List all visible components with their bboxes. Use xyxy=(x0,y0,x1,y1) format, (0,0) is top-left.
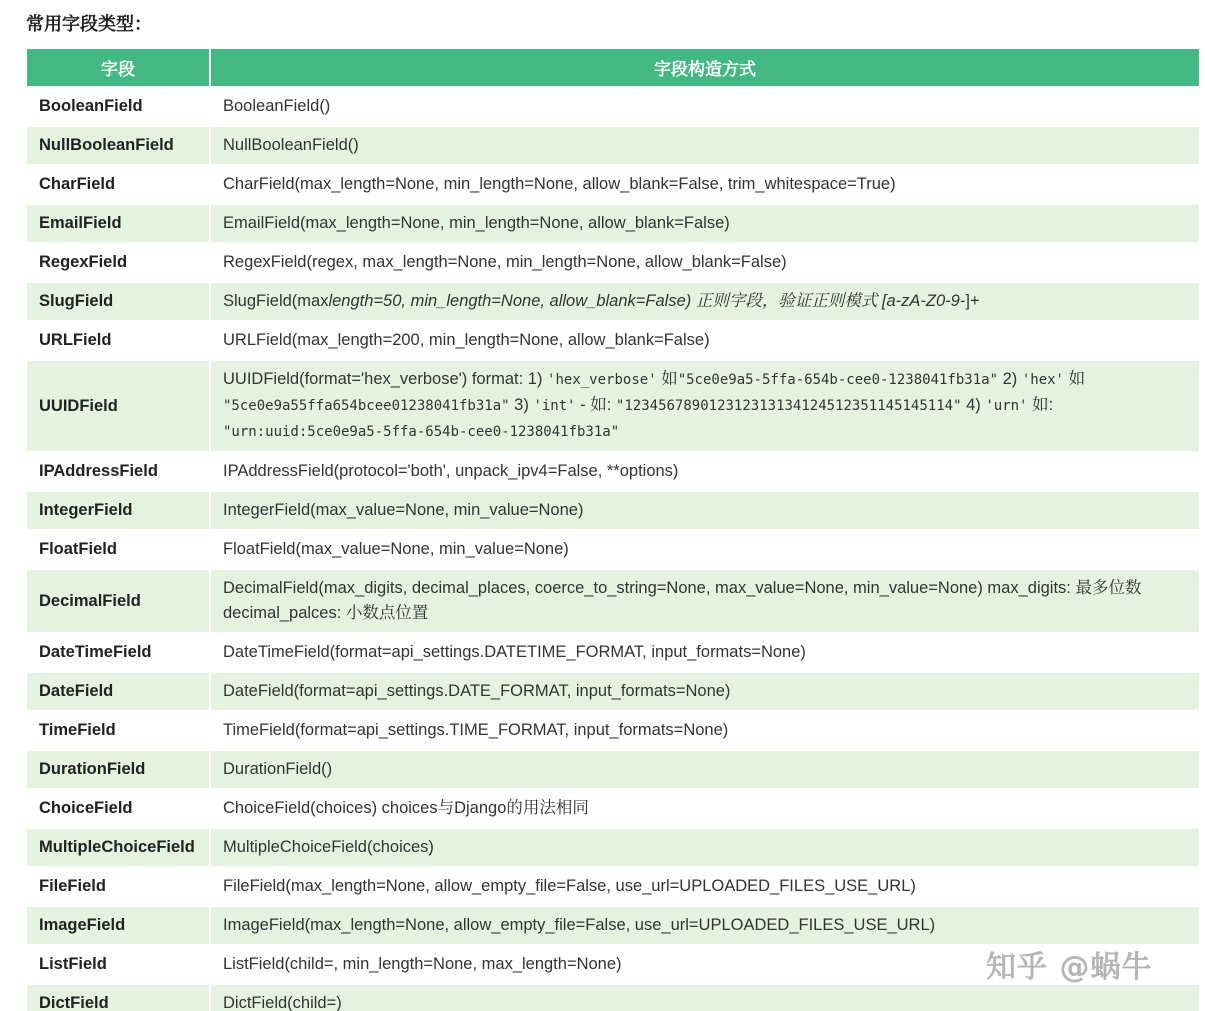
field-constructor: NullBooleanField() xyxy=(211,125,1199,164)
table-row xyxy=(27,983,1199,1011)
uuid-code: 'hex_verbose' xyxy=(547,372,657,388)
table-row xyxy=(27,451,1199,490)
field-name: DecimalField xyxy=(27,568,211,632)
field-name: URLField xyxy=(27,320,211,359)
table-row xyxy=(27,905,1199,944)
table-row xyxy=(27,86,1199,125)
field-name: DateTimeField xyxy=(27,632,211,671)
field-constructor: ChoiceField(choices) choices与Django的用法相同 xyxy=(211,788,1199,827)
field-name: ListField xyxy=(27,944,211,983)
field-name: TimeField xyxy=(27,710,211,749)
table-row xyxy=(27,529,1199,568)
field-constructor: EmailField(max_length=None, min_length=None, allow_blank=False) xyxy=(211,203,1199,242)
field-constructor: BooleanField() xyxy=(211,86,1199,125)
uuid-text: 3) xyxy=(509,396,534,414)
uuid-code: "urn:uuid:5ce0e9a5-5ffa-654b-cee0-1238041fb31a" xyxy=(223,424,620,440)
uuid-text: 2) xyxy=(998,370,1022,388)
table-row xyxy=(27,866,1199,905)
table-row xyxy=(27,281,1199,320)
uuid-text: 如 xyxy=(1064,370,1086,388)
field-types-table xyxy=(27,49,1199,1011)
field-name: IntegerField xyxy=(27,490,211,529)
field-name: IPAddressField xyxy=(27,451,211,490)
table-row xyxy=(27,568,1199,632)
field-name: NullBooleanField xyxy=(27,125,211,164)
field-constructor: DictField(child=) xyxy=(211,983,1199,1011)
uuid-code: 'hex' xyxy=(1021,372,1064,388)
field-constructor: CharField(max_length=None, min_length=None, allow_blank=False, trim_whitespace=True) xyxy=(211,164,1199,203)
field-constructor: DecimalField(max_digits, decimal_places, coerce_to_string=None, max_value=None, min_value=None) max_digits: 最多位数 decimal_palces: 小数点位置 xyxy=(211,568,1199,632)
slug-def-part-a: SlugField(max xyxy=(223,292,329,310)
table-row xyxy=(27,632,1199,671)
slug-def-part-c: ]+ xyxy=(965,292,980,310)
uuid-text: UUIDField(format='hex_verbose') format: 1) xyxy=(223,370,548,388)
table-row xyxy=(27,203,1199,242)
uuid-text: 如: xyxy=(1027,396,1054,414)
table-row xyxy=(27,671,1199,710)
field-name: FloatField xyxy=(27,529,211,568)
field-name: DateField xyxy=(27,671,211,710)
uuid-code: "123456789012312313134124512351145145114" xyxy=(615,398,962,414)
field-constructor: DurationField() xyxy=(211,749,1199,788)
field-name: EmailField xyxy=(27,203,211,242)
field-constructor: IntegerField(max_value=None, min_value=None) xyxy=(211,490,1199,529)
table-row xyxy=(27,359,1199,451)
field-name: BooleanField xyxy=(27,86,211,125)
field-name: MultipleChoiceField xyxy=(27,827,211,866)
header-constructor: 字段构造方式 xyxy=(211,49,1199,86)
uuid-text: 如 xyxy=(656,370,678,388)
uuid-text: 4) xyxy=(961,396,986,414)
zhihu-watermark: 知乎 @蜗牛 xyxy=(986,950,1153,985)
table-row xyxy=(27,125,1199,164)
slug-def-part-b: length=50, min_length=None, allow_blank=False) 正则字段，验证正则模式 [a-zA-Z0-9- xyxy=(328,292,966,310)
uuid-code: 'urn' xyxy=(985,398,1028,414)
table-row xyxy=(27,164,1199,203)
field-constructor: RegexField(regex, max_length=None, min_length=None, allow_blank=False) xyxy=(211,242,1199,281)
field-constructor: FloatField(max_value=None, min_value=None) xyxy=(211,529,1199,568)
uuid-text: - 如: xyxy=(575,396,616,414)
field-constructor xyxy=(211,281,1199,320)
field-constructor: FileField(max_length=None, allow_empty_file=False, use_url=UPLOADED_FILES_USE_URL) xyxy=(211,866,1199,905)
header-field: 字段 xyxy=(27,49,211,86)
field-constructor: MultipleChoiceField(choices) xyxy=(211,827,1199,866)
field-name: SlugField xyxy=(27,281,211,320)
field-constructor xyxy=(211,359,1199,451)
field-name: ChoiceField xyxy=(27,788,211,827)
field-name: DictField xyxy=(27,983,211,1011)
field-name: FileField xyxy=(27,866,211,905)
table-row xyxy=(27,827,1199,866)
uuid-code: 'int' xyxy=(533,398,576,414)
field-constructor: TimeField(format=api_settings.TIME_FORMAT, input_formats=None) xyxy=(211,710,1199,749)
uuid-code: "5ce0e9a5-5ffa-654b-cee0-1238041fb31a" xyxy=(677,372,998,388)
field-name: UUIDField xyxy=(27,359,211,451)
field-constructor: IPAddressField(protocol='both', unpack_ipv4=False, **options) xyxy=(211,451,1199,490)
table-header-row xyxy=(27,49,1199,86)
field-constructor: ListField(child=, min_length=None, max_length=None) xyxy=(211,944,1199,983)
table-row xyxy=(27,242,1199,281)
table-row xyxy=(27,710,1199,749)
page-heading: 常用字段类型： xyxy=(26,14,152,34)
field-name: RegexField xyxy=(27,242,211,281)
uuid-code: "5ce0e9a55ffa654bcee01238041fb31a" xyxy=(223,398,510,414)
field-constructor: DateField(format=api_settings.DATE_FORMAT, input_formats=None) xyxy=(211,671,1199,710)
field-name: ImageField xyxy=(27,905,211,944)
table-row xyxy=(27,320,1199,359)
field-name: DurationField xyxy=(27,749,211,788)
field-constructor: URLField(max_length=200, min_length=None, allow_blank=False) xyxy=(211,320,1199,359)
table-row xyxy=(27,788,1199,827)
field-constructor: DateTimeField(format=api_settings.DATETIME_FORMAT, input_formats=None) xyxy=(211,632,1199,671)
table-row xyxy=(27,490,1199,529)
table-row xyxy=(27,749,1199,788)
field-constructor: ImageField(max_length=None, allow_empty_file=False, use_url=UPLOADED_FILES_USE_URL) xyxy=(211,905,1199,944)
field-name: CharField xyxy=(27,164,211,203)
